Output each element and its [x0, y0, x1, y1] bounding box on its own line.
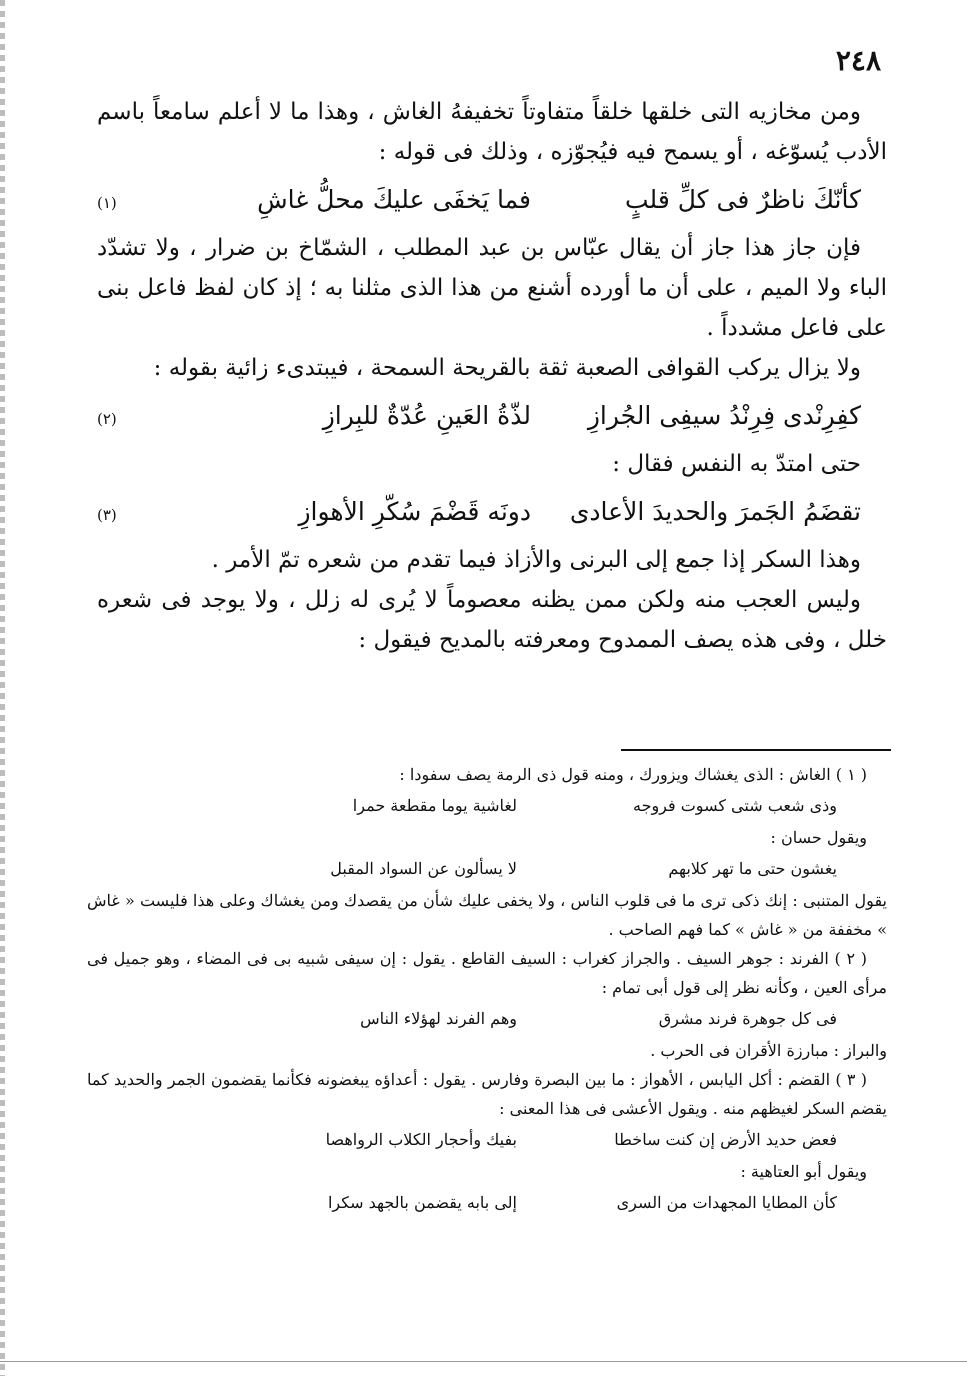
footnote-divider [621, 749, 891, 751]
footnote-verse-2 [87, 852, 887, 886]
verse-1-first-hemistich: كأنّكَ ناظرٌ فى كلِّ قلبٍ [625, 185, 861, 214]
footnote-2: ( ٢ ) الفرند : جوهر السيف . والجراز كغراب : السيف القاطع . يقول : إن سيفى شبيه بى فى المضاء ، وهو جميل فى مرأى العين ، وكأنه نظر إلى قول أبى تمام : [87, 949, 887, 997]
footnote-1: ( ١ ) الغاش : الذى يغشاك ويزورك ، ومنه قول ذى الرمة يصف سفودا : [399, 765, 867, 784]
footnote-verse-1 [87, 789, 887, 823]
main-text [97, 92, 887, 660]
footnote-3-abu-atahiya: ويقول أبو العتاهية : [740, 1162, 867, 1181]
footnote-verse-2-first: يغشون حتى ما تهر كلابهم [668, 859, 837, 878]
footnote-ref-3: (٣) [97, 506, 117, 524]
verse-1 [97, 172, 887, 228]
footnote-1-hassan: ويقول حسان : [770, 828, 867, 847]
verse-2-first-hemistich: كفِرِنْدى فِرِنْدُ سيفِى الجُرازِ [587, 401, 861, 430]
footnote-1-mutanabbi: يقول المتنبى : إنك ذكى ترى ما فى قلوب الناس ، ولا يخفى عليك شأن من يقصدك ومن يغشاك وعلى هذا فليست « غاش » مخففة من « غاش » كما فهم الصاحب . [87, 891, 887, 939]
paragraph-1: ومن مخازيه التى خلقها خلقاً متفاوتاً تخفيفهُ الغاش ، وهذا ما لا أعلم سامعاً باسم الأدب يُسوّغه ، أو يسمح فيه فيُجوّزه ، وذلك فى قوله : [97, 99, 887, 165]
verse-1-second-hemistich: فما يَخفَى عليكَ محلُّ غاشِ [257, 185, 531, 214]
footnote-verse-3-first: فى كل جوهرة فرند مشرق [658, 1009, 837, 1028]
footnote-verse-2-second: لا يسألون عن السواد المقبل [330, 859, 517, 878]
footnote-ref-2: (٢) [97, 410, 117, 428]
paragraph-3: ولا يزال يركب القوافى الصعبة ثقة بالقريحة السمحة ، فيبتدىء زائية بقوله : [153, 355, 861, 381]
paragraph-4: حتى امتدّ به النفس فقال : [612, 451, 861, 477]
page-number: ٢٤٨ [835, 44, 881, 77]
footnote-verse-3 [87, 1002, 887, 1036]
footnote-verse-3-second: وهم الفرند لهؤلاء الناس [360, 1009, 517, 1028]
paragraph-6: وليس العجب منه ولكن ممن يظنه معصوماً لا يُرى له زلل ، ولا يوجد فى شعره خلل ، وفى هذه يصف الممدوح ومعرفته بالمديح فيقول : [97, 587, 887, 653]
paragraph-2: فإن جاز هذا جاز أن يقال عبّاس بن عبد المطلب ، الشمّاخ بن ضرار ، ولا تشدّد الباء ولا الميم ، على أن ما أورده أشنع من هذا الذى مثلنا به ؛ إذ كان لفظ فاعل بنى على فاعل مشدداً . [97, 235, 887, 341]
footnote-verse-1-first: وذى شعب شتى كسوت فروجه [632, 796, 837, 815]
verse-2 [97, 388, 887, 444]
bottom-scan-border [0, 1361, 967, 1362]
footnote-verse-5 [87, 1186, 887, 1220]
footnote-2-biraz: والبراز : مبارزة الأقران فى الحرب . [650, 1041, 887, 1060]
footnote-verse-4-second: بفيك وأحجار الكلاب الرواهصا [325, 1130, 517, 1149]
verse-3-first-hemistich: تقضَمُ الجَمرَ والحديدَ الأعادى [569, 497, 861, 526]
footnotes [87, 760, 887, 1220]
footnote-verse-4-first: فعض حديد الأرض إن كنت ساخطا [614, 1130, 837, 1149]
footnote-verse-5-first: كأن المطايا المجهدات من السرى [616, 1193, 837, 1212]
paragraph-5: وهذا السكر إذا جمع إلى البرنى والأزاذ فيما تقدم من شعره تمّ الأمر . [211, 547, 861, 573]
left-scan-border [0, 0, 5, 1376]
verse-3 [97, 484, 887, 540]
verse-3-second-hemistich: دونَه قَضْمَ سُكّرِ الأهوازِ [298, 497, 531, 526]
verse-2-second-hemistich: لذّةُ العَينِ عُدّةٌ للبِرازِ [322, 401, 531, 430]
footnote-verse-1-second: لغاشية يوما مقطعة حمرا [352, 796, 517, 815]
footnote-verse-4 [87, 1123, 887, 1157]
footnote-3: ( ٣ ) القضم : أكل اليابس ، الأهواز : ما بين البصرة وفارس . يقول : أعداؤه يبغضونه فكأنما يقضمون الجمر والحديد كما يقضم السكر لغيظهم منه . ويقول الأعشى فى هذا المعنى : [87, 1070, 887, 1118]
footnote-verse-5-second: إلى بابه يقضمن بالجهد سكرا [327, 1193, 517, 1212]
footnote-ref-1: (١) [97, 194, 117, 212]
